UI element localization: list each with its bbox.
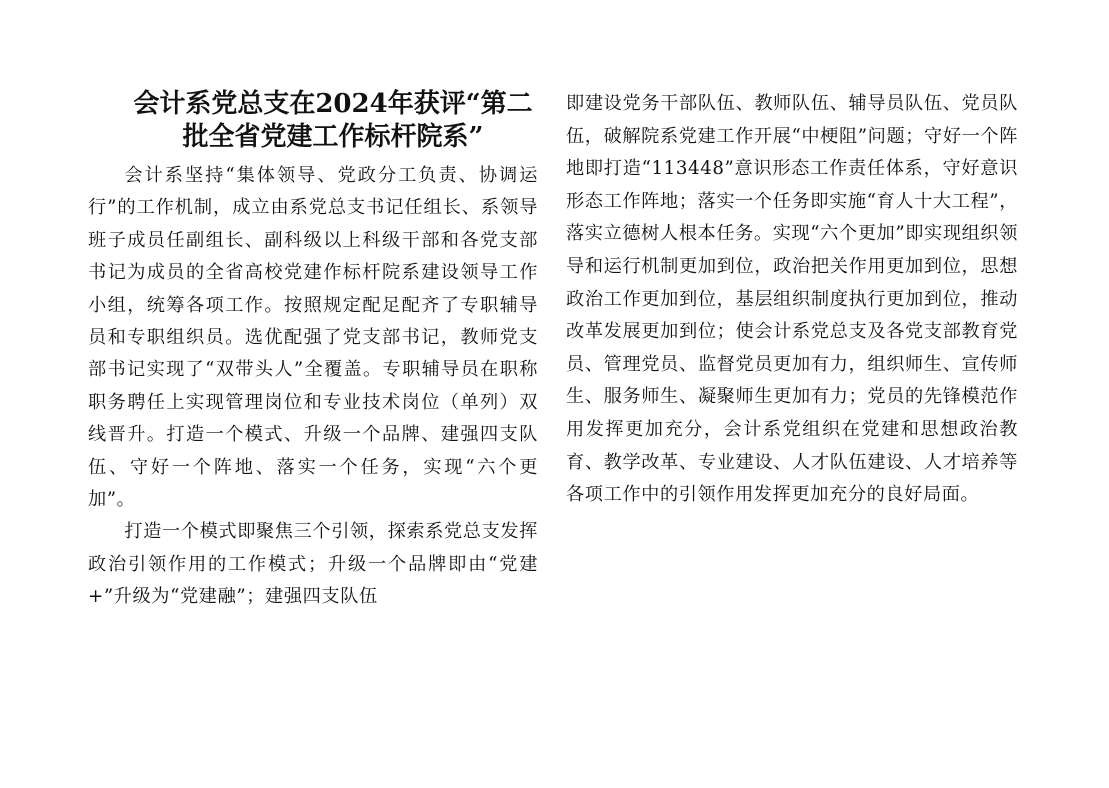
paragraph-2-part-1: 打造一个模式即聚焦三个引领，探索系党总支发挥政治引领作用的工作模式；升级一个品牌即由“党建+”升级为“党建融”；建强四支队伍 xyxy=(88,521,538,608)
paragraph-1: 会计系坚持“集体领导、党政分工负责、协调运行”的工作机制，成立由系党总支书记任组长、系领导班子成员任副组长、副科级以上科级干部和各党支部书记为成员的全省高校党建作标杆院系建设领导工作小组，统筹各项工作。按照规定配足配齐了专职辅导员和专职组织员。选优配强了党支部书记，教师党支部书记实现了“双带头人”全覆盖。专职辅导员在职称职务聘任上实现管理岗位和专业技术岗位（单列）双线晋升。打造一个模式、升级一个品牌、建强四支队伍、守好一个阵地、落实一个任务，实现“六个更加”。 xyxy=(88,165,538,511)
right-column xyxy=(566,88,1018,512)
article-title: 会计系党总支在2024年获评“第二批全省党建工作标杆院系” xyxy=(133,89,533,152)
paragraph-2-part-2: 即建设党务干部队伍、教师队伍、辅导员队伍、党员队伍，破解院系党建工作开展“中梗阻”问题；守好一个阵地即打造“113448”意识形态工作责任体系，守好意识形态工作阵地；落实一个任务即实施“育人十大工程”，落实立德树人根本任务。实现“六个更加”即实现组织领导和运行机制更加到位，政治把关作用更加到位，思想政治工作更加到位，基层组织制度执行更加到位，推动改革发展更加到位；使会计系党总支及各党支部教育党员、管理党员、监督党员更加有力，组织师生、宣传师生、服务师生、凝聚师生更加有力；党员的先锋模范作用发挥更加充分，会计系党组织在党建和思想政治教育、教学改革、专业建设、人才队伍建设、人才培养等各项工作中的引领作用发挥更加充分的良好局面。 xyxy=(566,93,1018,506)
left-column xyxy=(88,88,538,614)
